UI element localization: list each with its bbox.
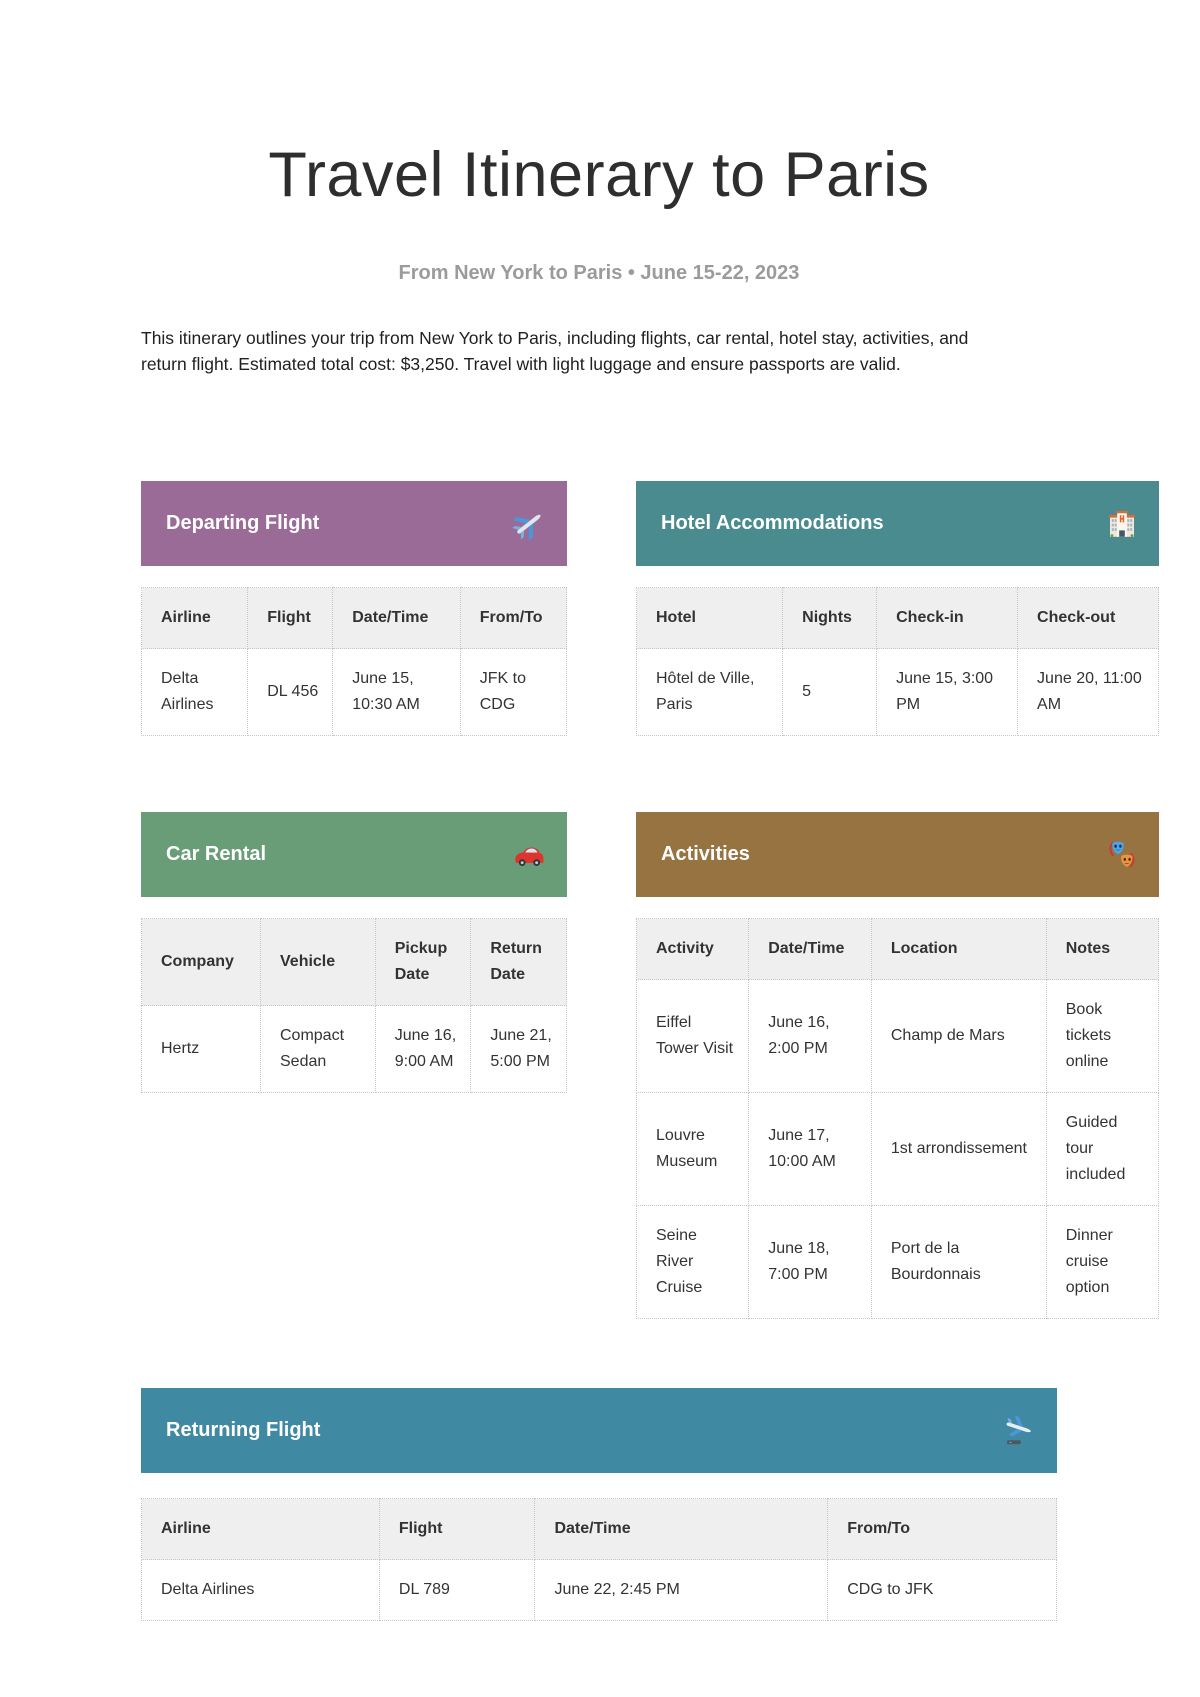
table-row [142, 1006, 567, 1093]
column-header: Check-out [1018, 588, 1159, 649]
column-header: Date/Time [333, 588, 461, 649]
table-row [637, 1093, 1159, 1206]
returning-flight-title: Returning Flight [166, 1419, 321, 1441]
returning-flight-header [141, 1388, 1057, 1473]
table-cell: June 15, 3:00 PM [877, 649, 1018, 736]
car-icon [512, 838, 546, 872]
table-header-row [142, 588, 567, 649]
column-header: From/To [460, 588, 566, 649]
departing-flight-header [141, 481, 567, 566]
column-header: Check-in [877, 588, 1018, 649]
table-cell: Seine River Cruise [637, 1206, 749, 1319]
table-cell: June 20, 11:00 AM [1018, 649, 1159, 736]
table-cell: June 16, 2:00 PM [749, 980, 872, 1093]
column-header: Return Date [471, 919, 567, 1006]
column-header: Pickup Date [375, 919, 471, 1006]
column-header: Activity [637, 919, 749, 980]
table-cell: June 17, 10:00 AM [749, 1093, 872, 1206]
column-header: Date/Time [749, 919, 872, 980]
table-cell: June 15, 10:30 AM [333, 649, 461, 736]
table-header-row [637, 588, 1159, 649]
page-title: Travel Itinerary to Paris [268, 140, 930, 210]
table-row [142, 1560, 1057, 1621]
hotel-title: Hotel Accommodations [661, 512, 884, 534]
card-activities [636, 812, 1159, 1319]
column-header: Company [142, 919, 261, 1006]
table-header-row [142, 1499, 1057, 1560]
departing-flight-title: Departing Flight [166, 512, 320, 534]
table-cell: Port de la Bourdonnais [871, 1206, 1046, 1319]
card-hotel-accommodations [636, 481, 1159, 736]
column-header: Airline [142, 588, 248, 649]
table-cell: Book tickets online [1046, 980, 1158, 1093]
column-header: Hotel [637, 588, 783, 649]
car-rental-table [141, 918, 567, 1093]
column-header: Location [871, 919, 1046, 980]
column-header: Nights [783, 588, 877, 649]
airplane-landing-icon [1002, 1414, 1036, 1448]
returning-flight-table [141, 1498, 1057, 1621]
card-returning-flight [141, 1388, 1057, 1621]
table-cell: Champ de Mars [871, 980, 1046, 1093]
table-header-row [142, 919, 567, 1006]
activities-title: Activities [661, 843, 750, 865]
itinerary-document [141, 139, 1142, 1651]
table-cell: Eiffel Tower Visit [637, 980, 749, 1093]
airplane-icon [512, 507, 546, 541]
table-cell: Compact Sedan [261, 1006, 376, 1093]
table-cell: 5 [783, 649, 877, 736]
column-header: Notes [1046, 919, 1158, 980]
column-header: From/To [828, 1499, 1057, 1560]
theater-masks-icon [1106, 839, 1138, 871]
table-cell: CDG to JFK [828, 1560, 1057, 1621]
column-header: Date/Time [535, 1499, 828, 1560]
card-departing-flight [141, 481, 567, 736]
column-header: Flight [248, 588, 333, 649]
table-row [637, 980, 1159, 1093]
cards-grid [141, 481, 1159, 1319]
table-row [637, 649, 1159, 736]
table-cell: DL 456 [248, 649, 333, 736]
hotel-table [636, 587, 1159, 736]
table-cell: Louvre Museum [637, 1093, 749, 1206]
departing-flight-table [141, 587, 567, 736]
table-cell: 1st arrondissement [871, 1093, 1046, 1206]
table-cell: Dinner cruise option [1046, 1206, 1158, 1319]
table-cell: Delta Airlines [142, 649, 248, 736]
table-cell: Hertz [142, 1006, 261, 1093]
table-row [142, 649, 567, 736]
card-car-rental [141, 812, 567, 1319]
table-cell: Delta Airlines [142, 1560, 380, 1621]
hotel-header [636, 481, 1159, 566]
table-cell: June 16, 9:00 AM [375, 1006, 471, 1093]
column-header: Flight [379, 1499, 535, 1560]
table-cell: Hôtel de Ville, Paris [637, 649, 783, 736]
table-row [637, 1206, 1159, 1319]
table-cell: June 21, 5:00 PM [471, 1006, 567, 1093]
table-header-row [637, 919, 1159, 980]
table-cell: June 22, 2:45 PM [535, 1560, 828, 1621]
page-subtitle: From New York to Paris • June 15-22, 2023 [398, 262, 800, 284]
table-cell: Guided tour included [1046, 1093, 1158, 1206]
table-cell: DL 789 [379, 1560, 535, 1621]
activities-header [636, 812, 1159, 897]
intro-text: This itinerary outlines your trip from New York to Paris, including flights, car rental, hotel stay, activities, and return flight. Estimated total cost: $3,250. Travel with light luggage and ensure passports are valid. [141, 328, 969, 374]
table-cell: JFK to CDG [460, 649, 566, 736]
car-rental-title: Car Rental [166, 843, 267, 865]
activities-table [636, 918, 1159, 1319]
table-cell: June 18, 7:00 PM [749, 1206, 872, 1319]
column-header: Airline [142, 1499, 380, 1560]
column-header: Vehicle [261, 919, 376, 1006]
hotel-icon [1106, 508, 1138, 540]
car-rental-header [141, 812, 567, 897]
